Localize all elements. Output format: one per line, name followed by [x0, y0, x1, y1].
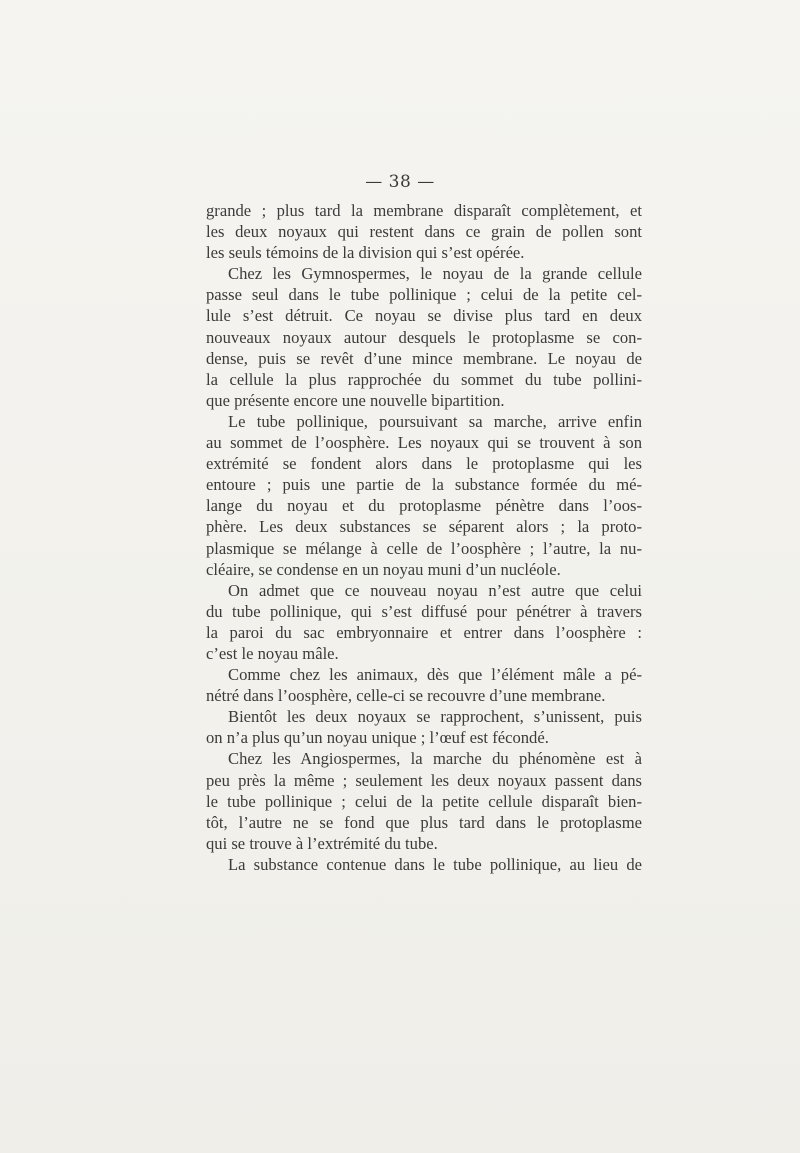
- text-line: que présente encore une nouvelle bipartition.: [206, 390, 505, 410]
- text-line: On admet que ce nouveau noyau n’est autre que celui: [228, 580, 642, 600]
- text-line: le tube pollinique ; celui de la petite cellule disparaît bien-: [206, 791, 642, 811]
- text-line: extrémité se fondent alors dans le protoplasme qui les: [206, 454, 642, 474]
- text-line: les seuls témoins de la division qui s’est opérée.: [206, 243, 525, 263]
- text-line: nouveaux noyaux autour desquels le protoplasme se con-: [206, 327, 642, 347]
- text-line: Bientôt les deux noyaux se rapprochent, s’unissent, puis: [228, 707, 642, 727]
- page-number: — 38 —: [365, 172, 435, 192]
- text-line: lange du noyau et du protoplasme pénètre dans l’oos-: [206, 496, 642, 516]
- text-line: entoure ; puis une partie de la substance formée du mé-: [206, 475, 642, 495]
- text-line: passe seul dans le tube pollinique ; celui de la petite cel-: [206, 285, 642, 305]
- text-line: peu près la même ; seulement les deux noyaux passent dans: [206, 770, 642, 790]
- text-line: Comme chez les animaux, dès que l’élément mâle a pé-: [228, 665, 642, 685]
- text-line: Le tube pollinique, poursuivant sa marche, arrive enfin: [228, 411, 642, 431]
- text-line: cléaire, se condense en un noyau muni d’un nucléole.: [206, 559, 561, 579]
- text-line: plasmique se mélange à celle de l’oosphère ; l’autre, la nu-: [206, 538, 642, 558]
- text-line: tôt, l’autre ne se fond que plus tard dans le protoplasme: [206, 812, 642, 832]
- text-line: dense, puis se revêt d’une mince membrane. Le noyau de: [206, 348, 642, 368]
- text-line: Chez les Gymnospermes, le noyau de la grande cellule: [228, 264, 642, 284]
- text-line: au sommet de l’oosphère. Les noyaux qui se trouvent à son: [206, 433, 642, 453]
- text-line: c’est le noyau mâle.: [206, 643, 339, 663]
- text-line: Chez les Angiospermes, la marche du phénomène est à: [228, 749, 642, 769]
- text-line: la cellule la plus rapprochée du sommet du tube pollini-: [206, 369, 642, 389]
- text-line: La substance contenue dans le tube pollinique, au lieu de: [228, 854, 642, 874]
- text-line: phère. Les deux substances se séparent alors ; la proto-: [206, 517, 642, 537]
- text-line: on n’a plus qu’un noyau unique ; l’œuf est fécondé.: [206, 728, 549, 748]
- body-text: [206, 200, 642, 875]
- text-line: nétré dans l’oosphère, celle-ci se recouvre d’une membrane.: [206, 686, 606, 706]
- text-line: grande ; plus tard la membrane disparaît complètement, et: [206, 201, 642, 220]
- text-line: qui se trouve à l’extrémité du tube.: [206, 833, 438, 853]
- text-line: du tube pollinique, qui s’est diffusé pour pénétrer à travers: [206, 601, 642, 621]
- text-line: lule s’est détruit. Ce noyau se divise plus tard en deux: [206, 306, 642, 326]
- text-line: la paroi du sac embryonnaire et entrer dans l’oosphère :: [206, 622, 642, 642]
- text-line: les deux noyaux qui restent dans ce grain de pollen sont: [206, 222, 642, 242]
